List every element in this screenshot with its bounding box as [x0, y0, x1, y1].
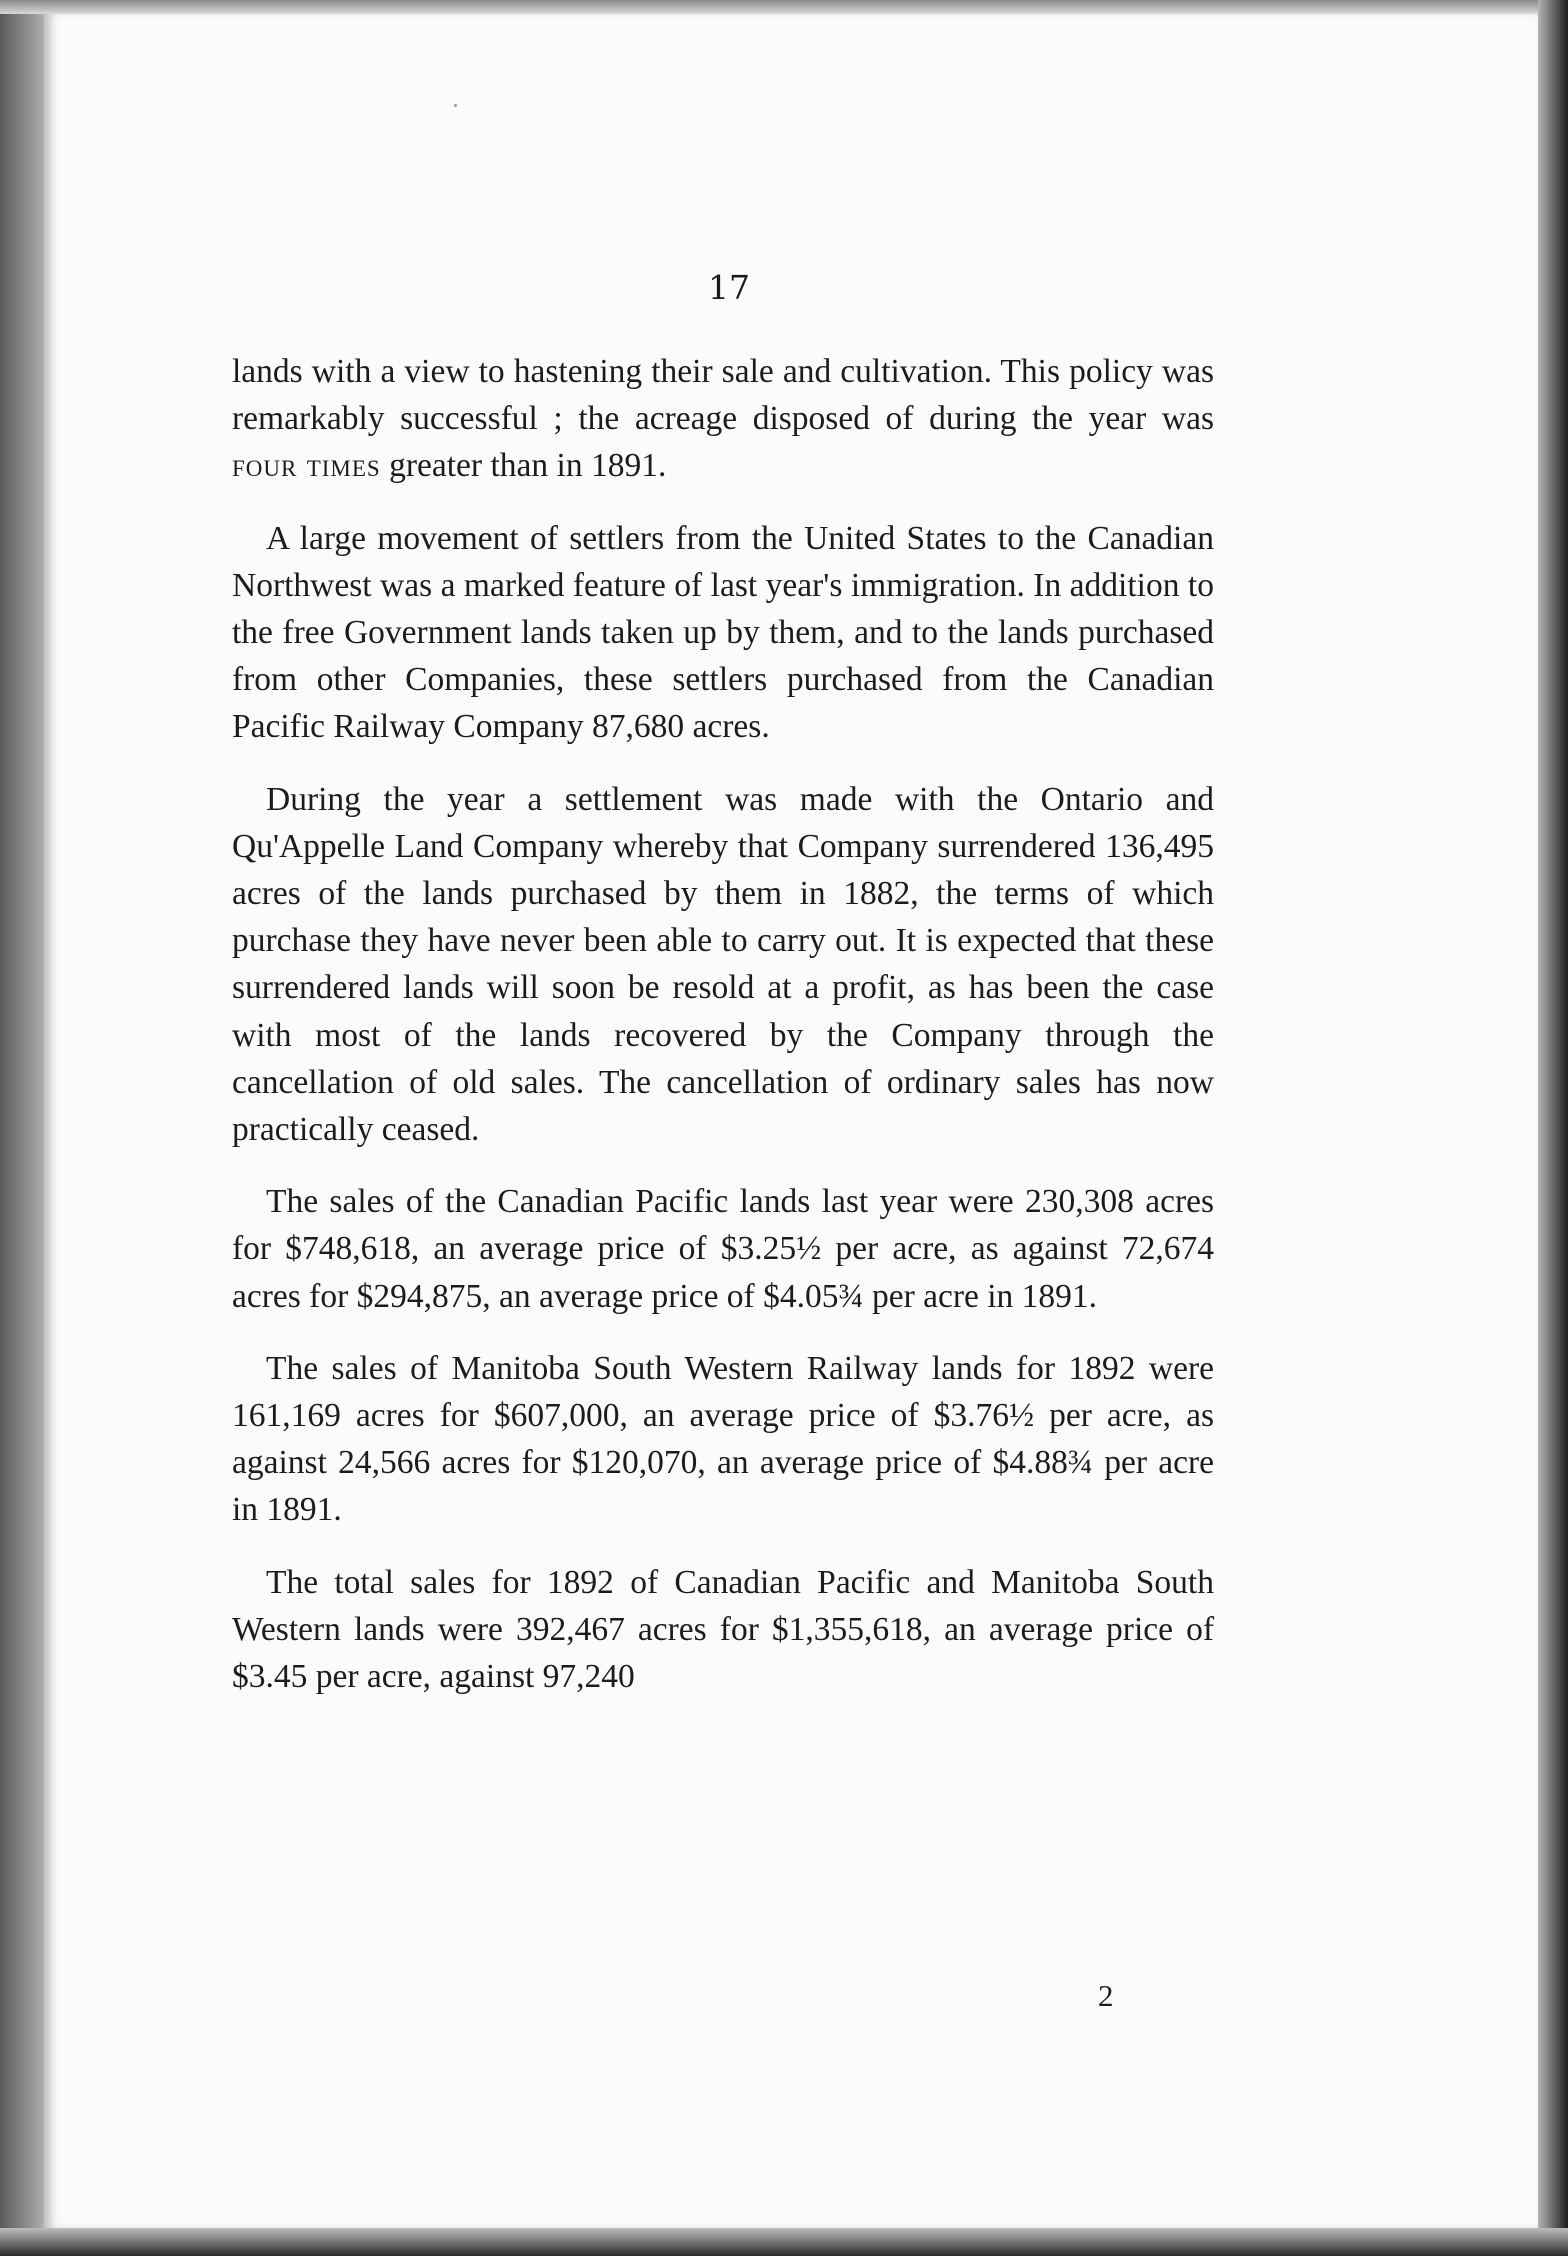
paragraph-cpr-land-sales: The sales of the Canadian Pacific lands last year were 230,308 acres for $748,618, an average price of $3.25½ per acre, as against 72,674 acres for $294,875, an average price of $4.05¾ per acre in 1891. [232, 1183, 1214, 1315]
scan-border-top [0, 0, 1568, 14]
scan-border-right [1538, 0, 1568, 2256]
paragraph-lands-policy [232, 348, 1214, 490]
paragraph-lands-policy-end: greater than in 1891. [380, 447, 667, 485]
signature-mark: 2 [1098, 1978, 1114, 2013]
paragraph-land-company-settlement: During the year a settlement was made with the Ontario and Qu'Appelle Land Company whereby that Company surrendered 136,495 acres of the lands purchased by them in 1882, the terms of which purchase they have never been able to carry out. It is expected that these surrendered lands will soon be resold at a profit, as has been the case with most of the lands recovered by the Company through the cancellation of old sales. The cancellation of ordinary sales has now practically ceased. [232, 780, 1214, 1149]
paragraph-settlers-movement: A large movement of settlers from the United States to the Canadian Northwest was a marked feature of last year's immigration. In addition to the free Government lands taken up by them, and to the lands purchased from other Companies, these settlers purchased from the Canadian Pacific Railway Company 87,680 acres. [232, 519, 1214, 746]
paragraph-total-sales: The total sales for 1892 of Canadian Pacific and Manitoba South Western lands were 392,467 acres for $1,355,618, an average price of $3.45 per acre, against 97,240 [232, 1563, 1214, 1696]
page-number: 17 [708, 268, 750, 307]
paragraph-manitoba-sales: The sales of Manitoba South Western Railway lands for 1892 were 161,169 acres for $607,000, an average price of $3.76½ per acre, as against 24,566 acres for $120,070, an average price of $4.88¾ per acre in 1891. [232, 1349, 1214, 1529]
body-text [232, 348, 1214, 1725]
scan-border-bottom [0, 2228, 1568, 2256]
emphasis-four-times: four times [232, 447, 381, 485]
paragraph-lands-policy-start: lands with a view to hastening their sale and cultivation. This policy was remarkably successful ; the acreage disposed of during the year was [232, 353, 1214, 438]
paper-speck [454, 104, 457, 107]
